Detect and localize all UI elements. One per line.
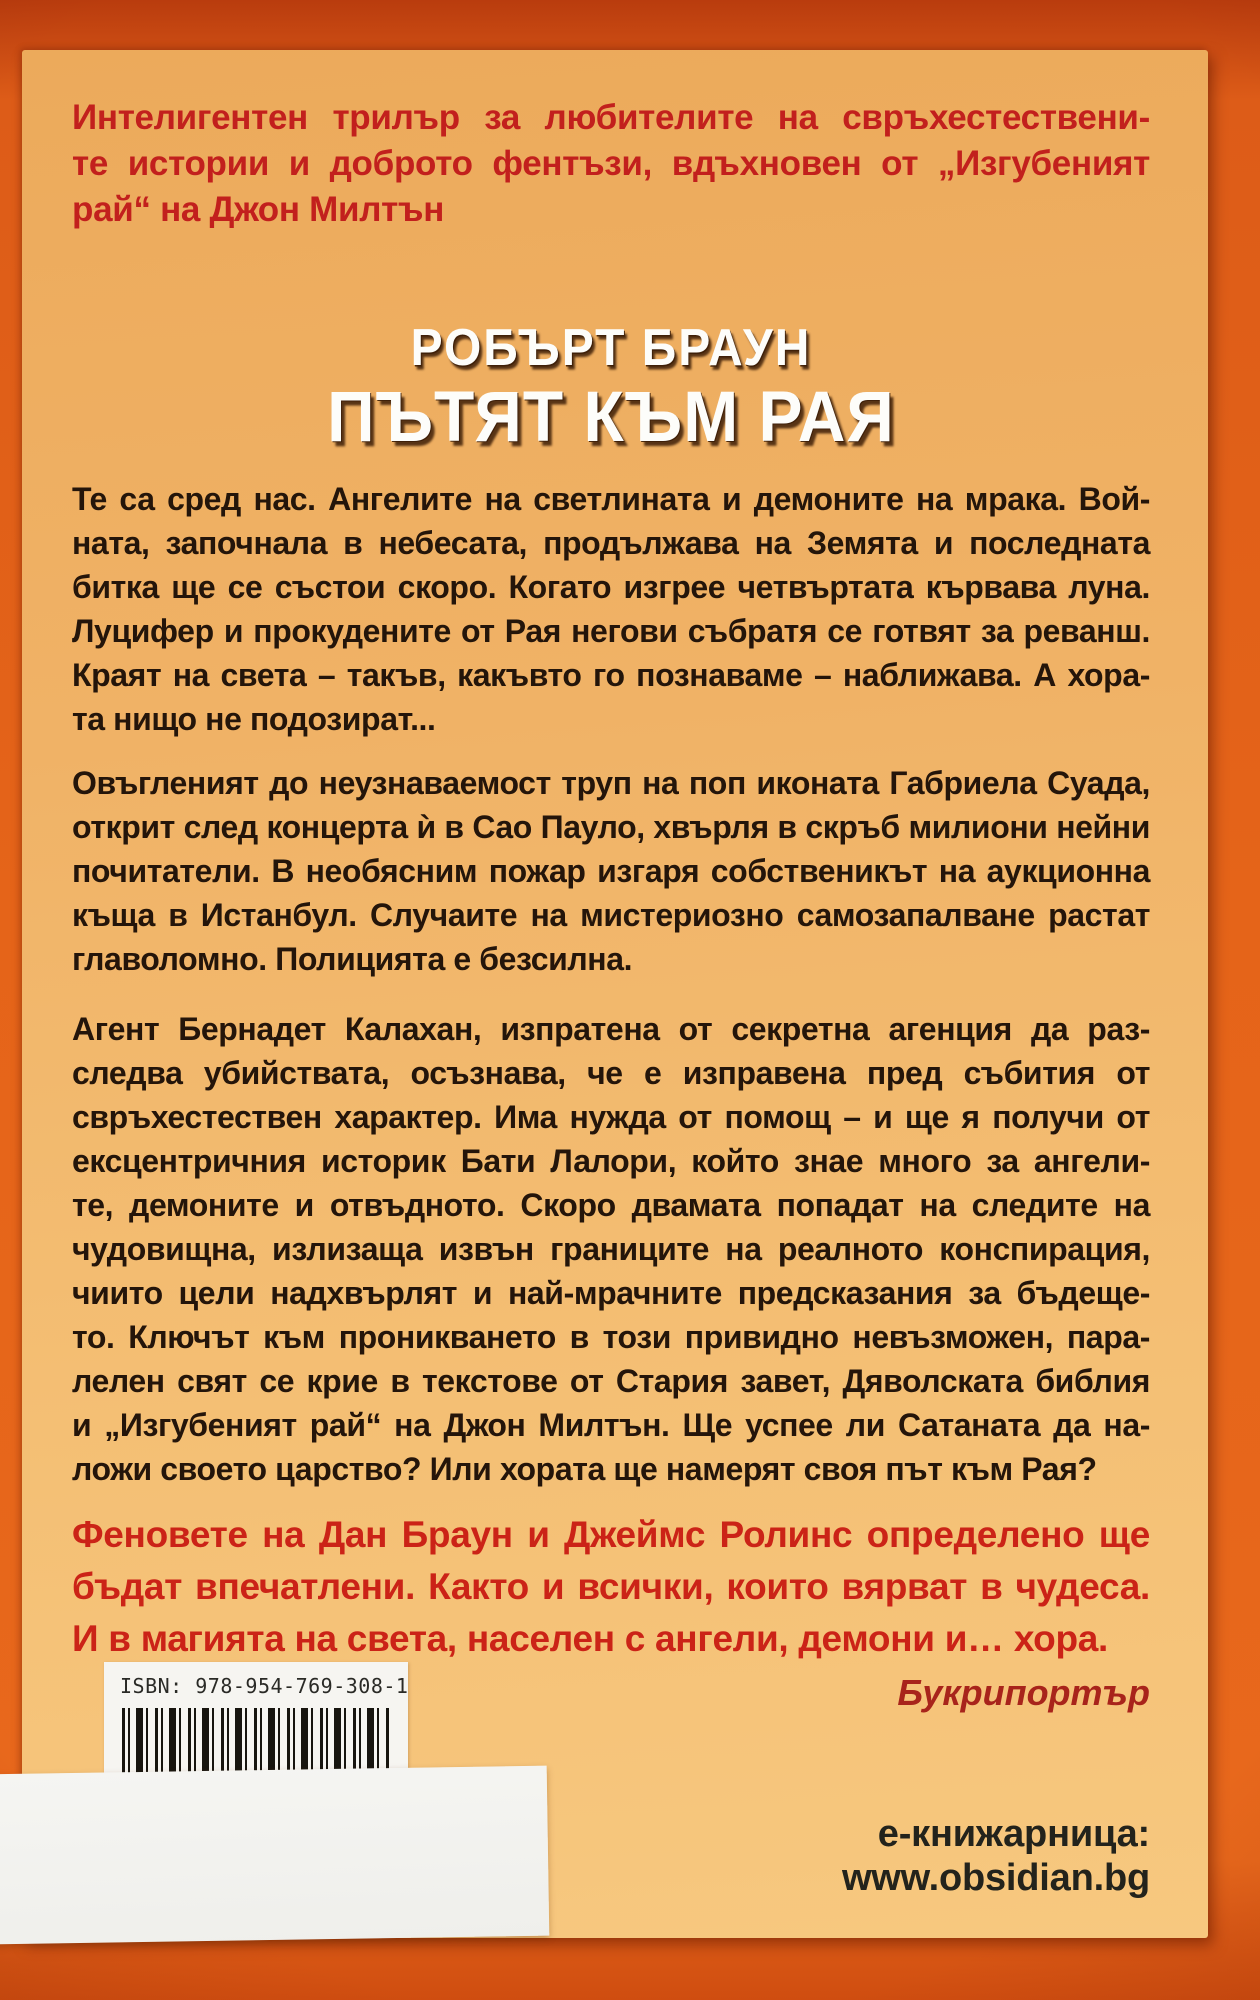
synopsis-line: чиито цели надхвърлят и най-мрачните предсказания за бъдеще- [72, 1275, 1150, 1311]
synopsis-line: открит след концерта ѝ в Сао Пауло, хвърля в скръб милиони нейни [72, 809, 1150, 845]
author-name: РОБЪРТ БРАУН [410, 319, 812, 378]
review-quote [72, 1509, 1150, 1665]
synopsis-paragraph [72, 1007, 1150, 1491]
synopsis-line: та нищо не подозират... [72, 701, 436, 737]
synopsis-line: ната, започнала в небесата, продължава на Земята и последната [72, 525, 1150, 561]
review-line: бъдат впечатлени. Както и всички, които вярват в чудеса. [72, 1566, 1150, 1607]
tagline-line: Интелигентен трилър за любителите на свръхестествени- [72, 98, 1150, 137]
book-title: ПЪТЯТ КЪМ РАЯ [327, 376, 895, 456]
synopsis-line: главоломно. Полицията е безсилна. [72, 941, 633, 977]
review-attribution: Букрипортър [897, 1672, 1150, 1713]
synopsis-line: те, демоните и отвъдното. Скоро двамата попадат на следите на [72, 1187, 1150, 1223]
synopsis-line: чудовищна, излизаща извън границите на реалното конспирация, [72, 1231, 1150, 1267]
review-line: И в магията на света, населен с ангели, демони и… хора. [72, 1618, 1109, 1659]
isbn-text: ISBN: 978-954-769-308-1 [120, 1674, 409, 1698]
synopsis-line: къща в Истанбул. Случаите на мистериозно самозапалване растат [72, 897, 1150, 933]
tagline-line: те истории и доброто фентъзи, вдъхновен от „Изгубеният [72, 144, 1150, 183]
tagline-line: рай“ на Джон Милтън [72, 190, 445, 229]
book-back-cover [22, 50, 1208, 1938]
store-label: е-книжарница: [877, 1813, 1150, 1855]
synopsis-line: битка ще се състои скоро. Когато изгрее четвъртата кървава луна. [72, 569, 1150, 605]
tagline [72, 95, 1150, 233]
review-line: Феновете на Дан Браун и Джеймс Ролинс определено ще [72, 1514, 1150, 1555]
synopsis-line: Краят на света – такъв, какъвто го познаваме – наближава. А хора- [72, 657, 1150, 693]
synopsis-line: ложи своето царство? Или хората ще намерят своя път към Рая? [72, 1451, 1097, 1487]
synopsis-line: свръхестествен характер. Има нужда от помощ – и ще я получи от [72, 1099, 1150, 1135]
store-info [842, 1812, 1150, 1900]
synopsis-line: Те са сред нас. Ангелите на светлината и демоните на мрака. Вой- [72, 481, 1150, 517]
store-url: www.obsidian.bg [841, 1857, 1150, 1899]
synopsis-line: Овъгленият до неузнаваемост труп на поп иконата Габриела Суада, [72, 765, 1150, 801]
synopsis-line: следва убийствата, осъзнава, че е изправена пред събития от [72, 1055, 1150, 1091]
price-sticker [0, 1766, 549, 1945]
synopsis-line: Агент Бернадет Калахан, изпратена от секретна агенция да раз- [72, 1011, 1150, 1047]
synopsis-line: лелен свят се крие в текстове от Стария завет, Дяволската библия [72, 1363, 1150, 1399]
synopsis-line: Луцифер и прокудените от Рая негови събратя се готвят за реванш. [72, 613, 1150, 649]
synopsis-paragraph [72, 477, 1150, 741]
synopsis-line: и „Изгубеният рай“ на Джон Милтън. Ще успее ли Сатаната да на- [72, 1407, 1150, 1443]
synopsis-line: то. Ключът към проникването в този привидно невъзможен, пара- [72, 1319, 1150, 1355]
synopsis-paragraph [72, 761, 1150, 981]
synopsis-line: почитатели. В необясним пожар изгаря собственикът на аукционна [72, 853, 1150, 889]
synopsis-line: ексцентричния историк Бати Лалори, който знае много за ангели- [72, 1143, 1150, 1179]
